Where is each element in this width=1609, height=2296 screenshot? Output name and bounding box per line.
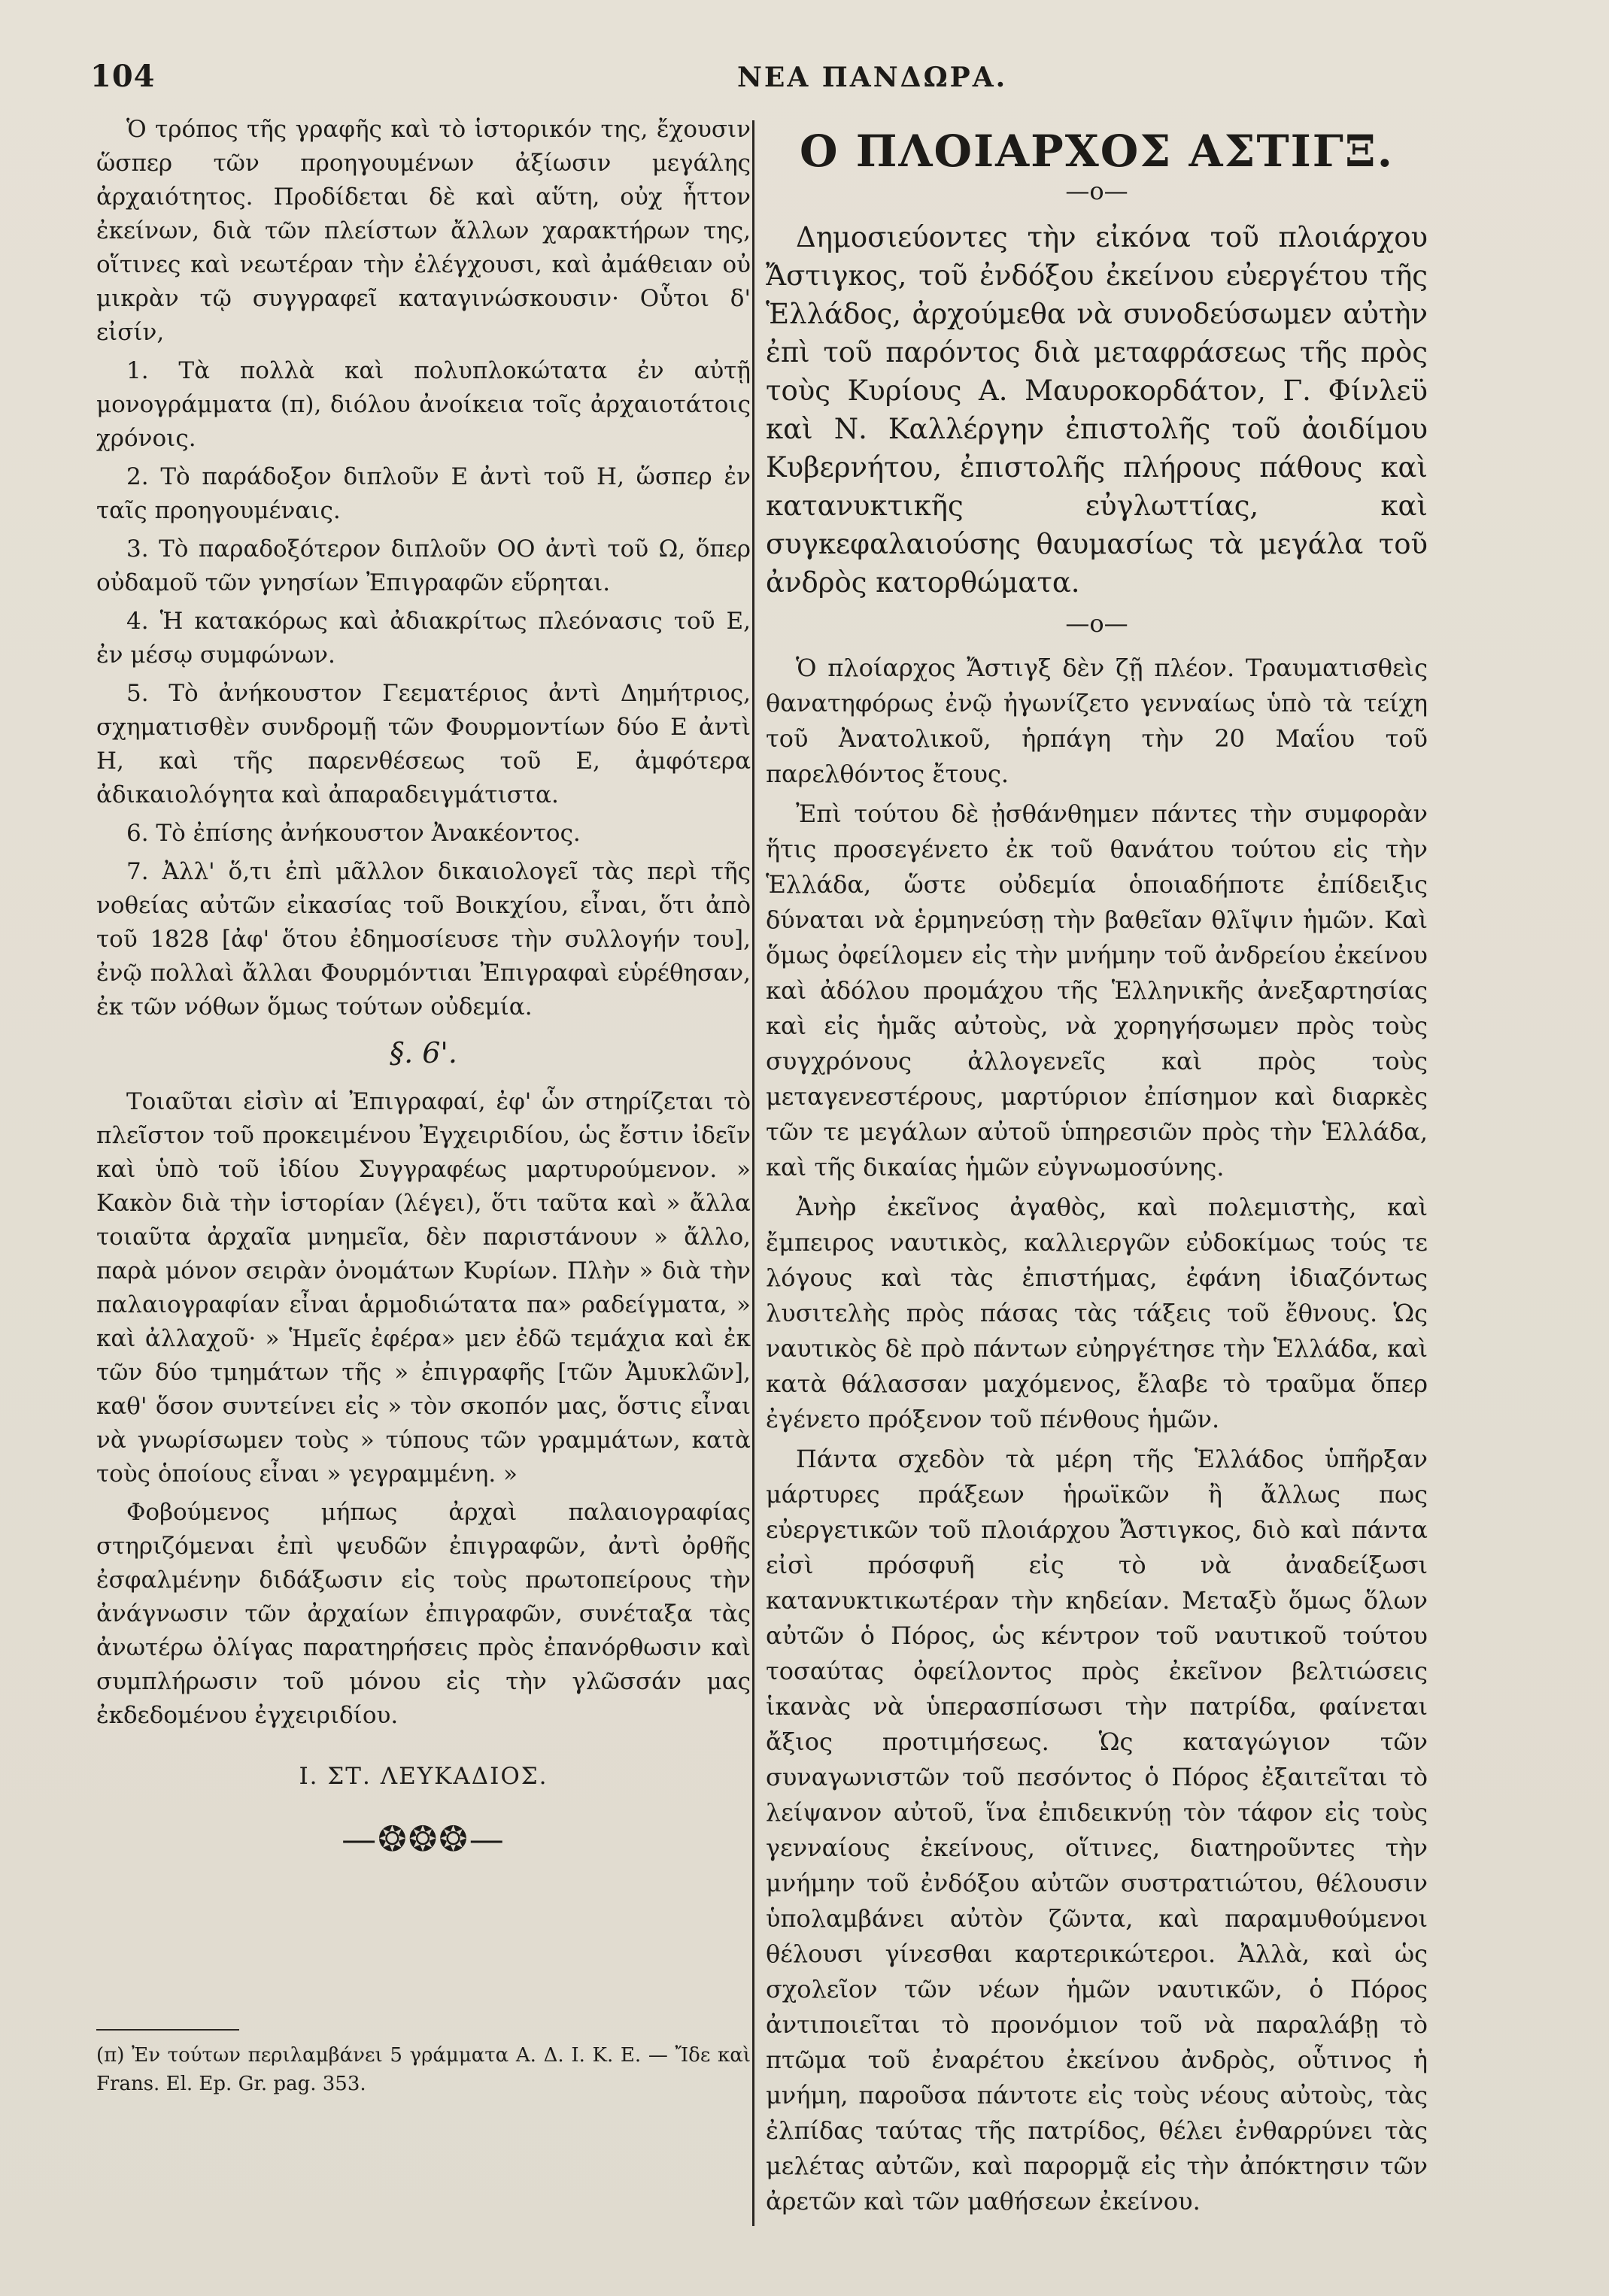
list-item: 1. Τὰ πολλὰ καὶ πολυπλοκώτατα ἐν αὐτῇ μονογράμματα (π), διόλου ἀνοίκεια τοῖς ἀρχαιοτάτοις χρόνοις. xyxy=(96,357,751,452)
footnote-rule xyxy=(96,2029,239,2031)
list-item: 6. Τὸ ἐπίσης ἀνήκουστον Ἀνακέοντος. xyxy=(126,820,581,847)
ornament: —❂❂❂— xyxy=(342,1818,505,1859)
list-item: 3. Τὸ παραδοξότερον διπλοῦν ΟΟ ἀντὶ τοῦ Ω, ὅπερ οὐδαμοῦ τῶν γνησίων Ἐπιγραφῶν εὕρηται. xyxy=(96,535,751,596)
author-signature: Ι. ΣΤ. ΛΕΥΚΑΔΙΟΣ. xyxy=(299,1763,548,1790)
article-title: Ο ΠΛΟΙΑΡΧΟΣ ΑΣΤΙΓΞ. xyxy=(800,126,1394,177)
section-mark: §. 6'. xyxy=(390,1036,457,1069)
footnote: (π) Ἐν τούτων περιλαμβάνει 5 γράμματα Α. Δ. Ι. Κ. Ε. — Ἴδε καὶ Frans. El. Ep. Gr. pag. 353. xyxy=(96,2044,751,2095)
body-paragraph: Πάντα σχεδὸν τὰ μέρη τῆς Ἑλλάδος ὑπῆρξαν μάρτυρες πράξεων ἡρωϊκῶν ἢ ἄλλως πως εὐεργετικῶν τοῦ πλοιάρχου Ἄστιγκος, διὸ καὶ πάντα εἰσὶ πρόσφυῆ εἰς τὸ νὰ ἀναδείξωσι κατανυκτικωτέραν τὴν κηδείαν. Μεταξὺ ὅμως ὅλων αὐτῶν ὁ Πόρος, ὡς κέντρον τοῦ ναυτικοῦ τούτου τοσαύτας ὀφείλοντος πρὸς ἐκεῖνον βελτιώσεις ἱκανὰς νὰ ὑπερασπίσωσι τὴν πατρίδα, φαίνεται ἄξιος προτιμήσεως. Ὡς καταγώγιον τῶν συναγωνιστῶν τοῦ πεσόντος ὁ Πόρος ἐξαιτεῖται τὸ λείψανον αὐτοῦ, ἵνα ἐπιδεικνύῃ τὸν τάφον εἰς τοὺς γενναίους ἐκείνους, οἵτινες, διατηροῦντες τὴν μνήμην τοῦ ἐνδόξου αὐτῶν συστρατιώτου, θέλουσιν ὑπολαμβάνει αὐτὸν ζῶντα, καὶ παραμυθούμενοι θέλουσι γίνεσθαι καρτερικώτεροι. Ἀλλὰ, καὶ ὡς σχολεῖον τῶν νέων ἡμῶν ναυτικῶν, ὁ Πόρος ἀντιποιεῖται τὸ προνόμιον τοῦ νὰ παραλάβῃ τὸ πτῶμα τοῦ ἐναρέτου ἐκείνου ἀνδρὸς, οὗτινος ἡ μνήμη, παροῦσα πάντοτε εἰς τοὺς νέους αὐτοὺς, τὰς ἐλπίδας ταύτας τῆς πατρίδος, θέλει ἐνθαρρύνει τὰς μελέτας αὐτῶν, καὶ παρορμᾷ εἰς τὴν ἀπόκτησιν τῶν ἀρετῶν καὶ τῶν μαθήσεων ἐκείνου. xyxy=(766,1445,1428,2216)
body-paragraph: Τοιαῦται εἰσὶν αἱ Ἐπιγραφαί, ἐφ' ὧν στηρίζεται τὸ πλεῖστον τοῦ προκειμένου Ἐγχειριδίου, ὡς ἔστιν ἰδεῖν καὶ ὑπὸ τοῦ ἰδίου Συγγραφέως μαρτυρούμενον. » Κακὸν διὰ τὴν ἱστορίαν (λέγει), ὅτι ταῦτα καὶ » ἄλλα τοιαῦτα ἀρχαῖα μνημεῖα, δὲν παριστάνουν » ἄλλο, παρὰ μόνον σειρὰν ὀνομάτων Κυρίων. Πλὴν » διὰ τὴν παλαιογραφίαν εἶναι ἁρμοδιώτατα πα» ραδείγματα, » καὶ ἀλλαχοῦ· » Ἡμεῖς ἐφέρα» μεν ἐδῶ τεμάχια καὶ ἐκ τῶν δύο τμημάτων τῆς » ἐπιγραφῆς [τῶν Ἀμυκλῶν], καθ' ὅσον συντείνει εἰς » τὸν σκοπόν μας, ὅστις εἶναι νὰ γνωρίσωμεν τοὺς » τύπους τῶν γραμμάτων, κατὰ τοὺς ὁποίους εἶναι » γεγραμμένη. » xyxy=(96,1088,751,1488)
body-paragraph: Ἀνὴρ ἐκεῖνος ἀγαθὸς, καὶ πολεμιστὴς, καὶ ἔμπειρος ναυτικὸς, καλλιεργῶν εὐδοκίμως τούς τε λόγους καὶ τὰς ἐπιστήμας, ἐφάνη ἰδιαζόντως λυσιτελὴς πρὸς πάσας τὰς τάξεις τοῦ ἔθνους. Ὡς ναυτικὸς δὲ πρὸ πάντων εὐηργέτησε τὴν Ἑλλάδα, καὶ κατὰ θάλασσαν μαχόμενος, ἔλαβε τὸ τραῦμα ὅπερ ἐγένετο πρόξενον τοῦ πένθους ἡμῶν. xyxy=(766,1193,1428,1433)
left-column xyxy=(96,113,751,2098)
body-paragraph: Ὁ πλοίαρχος Ἄστιγξ δὲν ζῇ πλέον. Τραυματισθεὶς θανατηφόρως ἐνῷ ἠγωνίζετο γενναίως ὑπὸ τὰ τείχη τοῦ Ἀνατολικοῦ, ἡρπάγη τὴν 20 Μαΐου τοῦ παρελθόντος ἔτους. xyxy=(766,654,1428,788)
separator: —ο— xyxy=(1065,609,1128,638)
right-column xyxy=(766,113,1428,2224)
body-paragraph: Φοβούμενος μήπως ἀρχαὶ παλαιογραφίας στηριζόμεναι ἐπὶ ψευδῶν ἐπιγραφῶν, ἀντὶ ὀρθῆς ἐσφαλμένην διδάξωσιν εἰς τοὺς πρωτοπείρους τὴν ἀνάγνωσιν τῶν ἀρχαίων ἐπιγραφῶν, συνέταξα τὰς ἀνωτέρω ὀλίγας παρατηρήσεις πρὸς ἐπανόρθωσιν καὶ συμπλήρωσιν τοῦ μόνου εἰς τὴν γλῶσσάν μας ἐκδεδομένου ἐγχειριδίου. xyxy=(96,1499,751,1729)
list-item: 2. Τὸ παράδοξον διπλοῦν Ε ἀντὶ τοῦ Η, ὥσπερ ἐν ταῖς προηγουμέναις. xyxy=(96,463,751,524)
list-item: 5. Τὸ ἀνήκουστον Γεεματέριος ἀντὶ Δημήτριος, σχηματισθὲν συνδρομῇ τῶν Φουρμοντίων δύο Ε ἀντὶ Η, καὶ τῆς παρενθέσεως τοῦ Ε, ἀμφότερα ἀδικαιολόγητα καὶ ἀπαραδειγμάτιστα. xyxy=(96,680,751,808)
body-paragraph: Ἐπὶ τούτου δὲ ᾐσθάνθημεν πάντες τὴν συμφορὰν ἥτις προσεγένετο ἐκ τοῦ θανάτου τούτου εἰς τὴν Ἑλλάδα, ὥστε οὐδεμία ὁποιαδήποτε ἐπίδειξις δύναται νὰ ἑρμηνεύσῃ τὴν βαθεῖαν θλῖψιν ἡμῶν. Καὶ ὅμως ὀφείλομεν εἰς τὴν μνήμην τοῦ ἀνδρείου ἐκείνου καὶ ἀδόλου προμάχου τῆς Ἑλληνικῆς ἀνεξαρτησίας καὶ εἰς ἡμᾶς αὐτοὺς, νὰ χορηγήσωμεν πρὸς τοὺς συγχρόνους ἀλλογενεῖς καὶ πρὸς τοὺς μεταγενεστέρους, μαρτύριον ἐπίσημον καὶ διαρκὲς τῶν τε μεγάλων αὐτοῦ ὑπηρεσιῶν πρὸς τὴν Ἑλλάδα, καὶ τῆς δικαίας ἡμῶν εὐγνωμοσύνης. xyxy=(766,799,1428,1181)
list-item: 4. Ἡ κατακόρως καὶ ἀδιακρίτως πλεόνασις τοῦ Ε, ἐν μέσῳ συμφώνων. xyxy=(96,608,751,669)
page-header xyxy=(90,59,1535,111)
lead-paragraph: Δημοσιεύοντες τὴν εἰκόνα τοῦ πλοιάρχου Ἄστιγκος, τοῦ ἐνδόξου ἐκείνου εὐεργέτου τῆς Ἑλλάδος, ἀρχούμεθα νὰ συνοδεύσωμεν αὐτὴν ἐπὶ τοῦ παρόντος διὰ μεταφράσεως τῆς πρὸς τοὺς Κυρίους Α. Μαυροκορδάτον, Γ. Φίνλεϋ καὶ Ν. Καλλέργην ἐπιστολῆς τοῦ ἀοιδίμου Κυβερνήτου, ἐπιστολῆς πλήρους πάθους καὶ κατανυκτικῆς εὐγλωττίας, καὶ συγκεφαλαιούσης θαυμασίως τὰ μεγάλα τοῦ ἀνδρὸς κατορθώματα. xyxy=(766,221,1428,599)
list-item: 7. Ἀλλ' ὅ,τι ἐπὶ μᾶλλον δικαιολογεῖ τὰς περὶ τῆς νοθείας αὐτῶν εἰκασίας τοῦ Βοικχίου, εἶναι, ὅτι ἀπὸ τοῦ 1828 [ἀφ' ὅτου ἐδημοσίευσε τὴν συλλογήν του], ἐνῷ πολλαὶ ἄλλαι Φουρμόντιαι Ἐπιγραφαὶ εὑρέθησαν, ἐκ τῶν νόθων ὅμως τούτων οὐδεμία. xyxy=(96,858,751,1021)
column-divider xyxy=(752,120,754,2226)
page-number: 104 xyxy=(90,59,156,94)
separator: —ο— xyxy=(1065,177,1128,205)
running-head: ΝΕΑ ΠΑΝΔΩΡΑ. xyxy=(737,62,1008,93)
intro-paragraph: Ὁ τρόπος τῆς γραφῆς καὶ τὸ ἱστορικόν της, ἔχουσιν ὥσπερ τῶν προηγουμένων ἀξίωσιν μεγάλης ἀρχαιότητος. Προδίδεται δὲ καὶ αὕτη, οὐχ ἧττον ἐκείνων, διὰ τῶν πλείστων ἄλλων χαρακτήρων της, οἵτινες καὶ νεωτέραν τὴν ἐλέγχουσι, καὶ ἀμάθειαν οὐ μικρὰν τῷ συγγραφεῖ καταγινώσκουσιν· Οὗτοι δ' εἰσίν, xyxy=(96,116,751,346)
